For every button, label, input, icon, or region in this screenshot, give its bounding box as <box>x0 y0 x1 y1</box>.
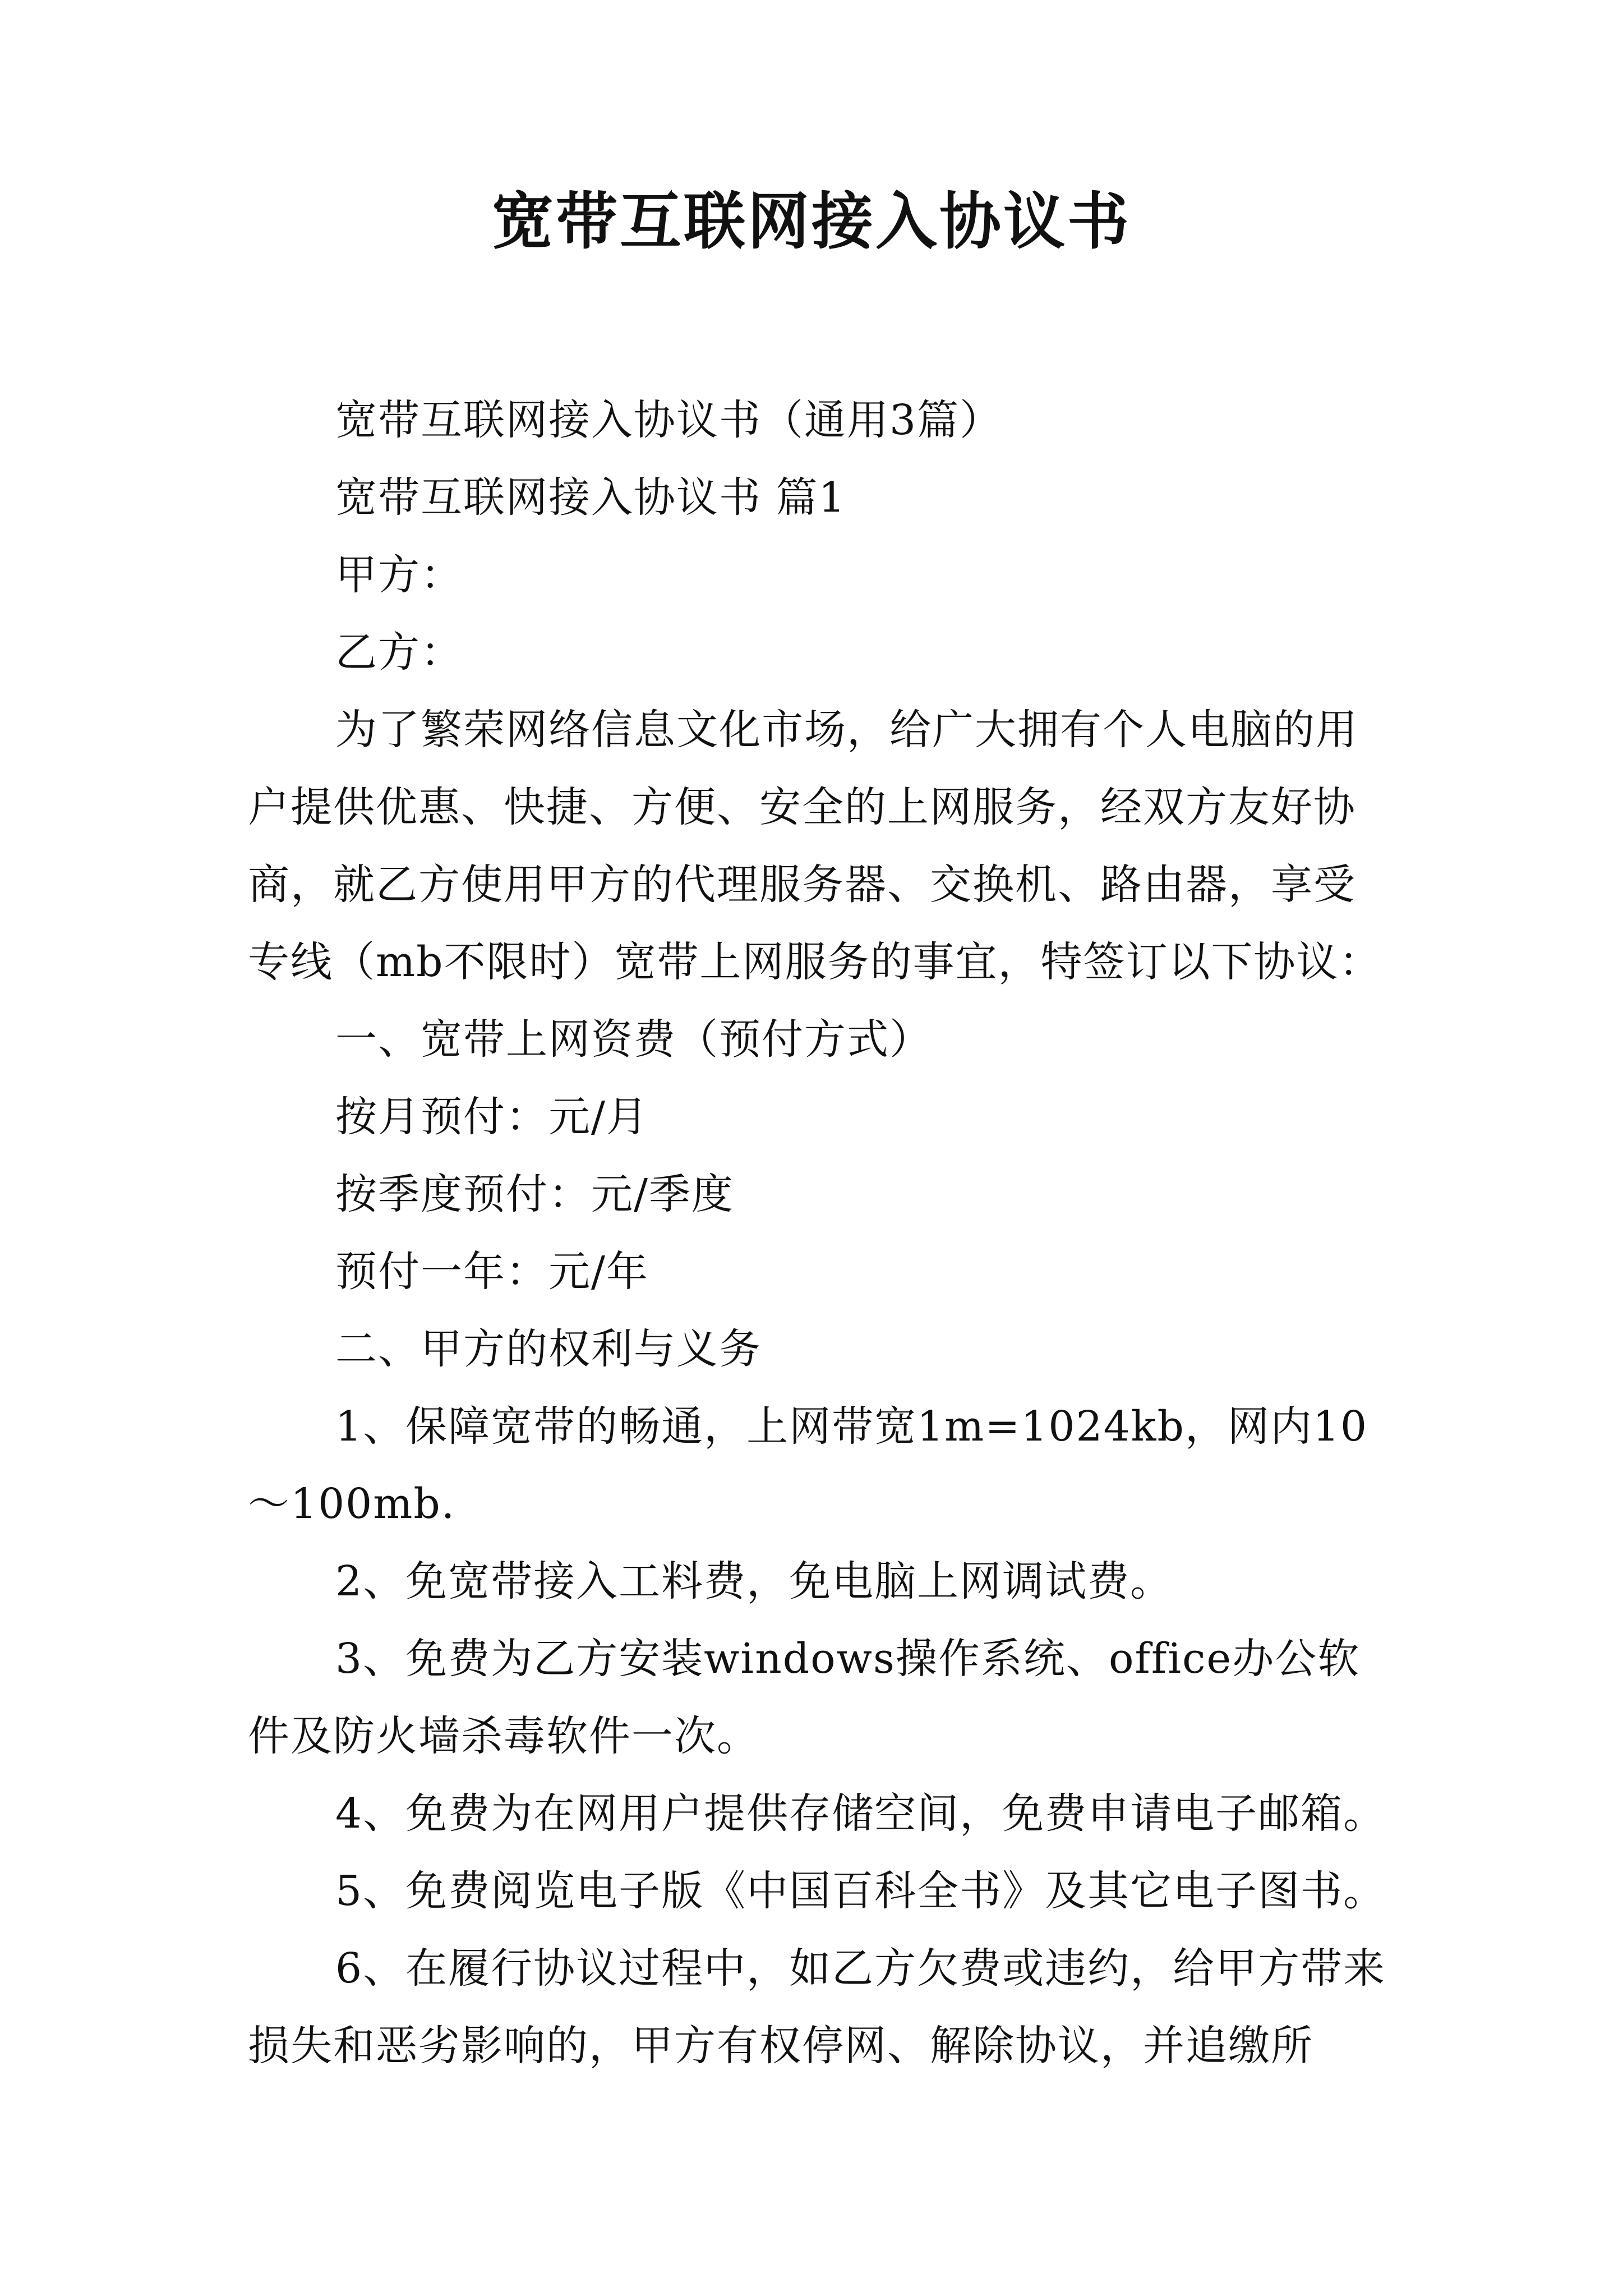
paragraph-fee-yearly: 预付一年：元/年 <box>335 1248 649 1296</box>
paragraph-item-2: 2、免宽带接入工料费，免电脑上网调试费。 <box>335 1557 1173 1605</box>
paragraph-section-heading: 宽带互联网接入协议书 篇1 <box>335 473 846 522</box>
document-body <box>248 381 1392 2085</box>
document-title: 宽带互联网接入协议书 <box>492 185 1131 257</box>
paragraph-fees-heading: 一、宽带上网资费（预付方式） <box>335 1015 932 1064</box>
paragraph-party-b: 乙方： <box>335 628 463 677</box>
paragraph-rights-heading: 二、甲方的权利与义务 <box>335 1325 762 1373</box>
paragraph-fee-quarterly: 按季度预付：元/季度 <box>335 1170 734 1218</box>
paragraph-item-6: 6、在履行协议过程中，如乙方欠费或违约，给甲方带来损失和恶劣影响的，甲方有权停网、解除协议，并追缴所 <box>248 1944 1386 2070</box>
paragraph-preamble: 为了繁荣网络信息文化市场，给广大拥有个人电脑的用户提供优惠、快捷、方便、安全的上网服务，经双方友好协商，就乙方使用甲方的代理服务器、交换机、路由器，享受专线（mb不限时）宽带上网服务的事宜，特签订以下协议： <box>248 706 1382 986</box>
paragraph-party-a: 甲方： <box>335 551 463 599</box>
paragraph-fee-monthly: 按月预付：元/月 <box>335 1093 649 1141</box>
paragraph-subtitle: 宽带互联网接入协议书（通用3篇） <box>335 396 1003 444</box>
paragraph-item-1: 1、保障宽带的畅通，上网带宽1m=1024kb，网内10～100mb. <box>248 1402 1368 1528</box>
paragraph-item-3: 3、免费为乙方安装windows操作系统、office办公软件及防火墙杀毒软件一次。 <box>248 1635 1361 1760</box>
paragraph-item-4: 4、免费为在网用户提供存储空间，免费申请电子邮箱。 <box>335 1789 1386 1838</box>
paragraph-item-5: 5、免费阅览电子版《中国百科全书》及其它电子图书。 <box>335 1867 1386 1915</box>
